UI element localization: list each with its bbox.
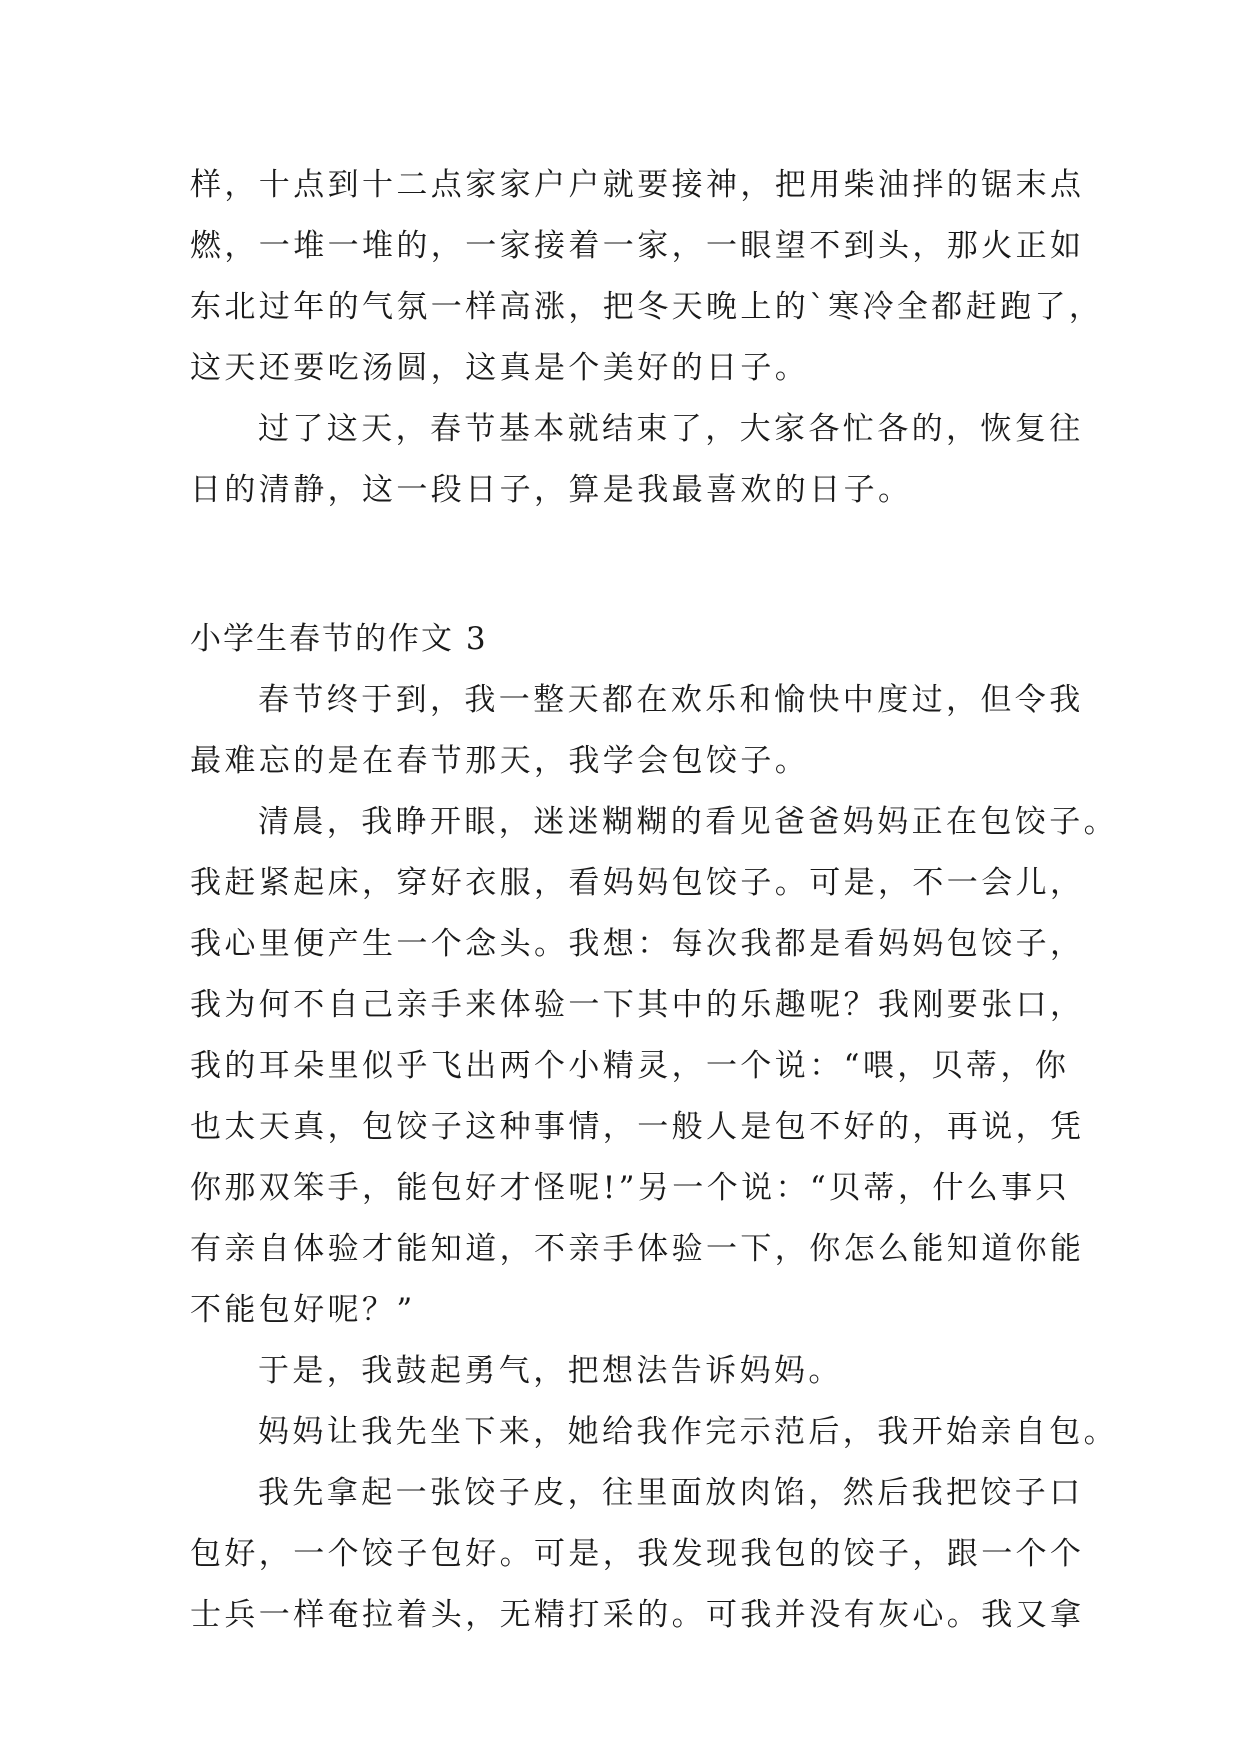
text-line: 包好，一个饺子包好。可是，我发现我包的饺子，跟一个个: [190, 1536, 1085, 1572]
paragraph: [190, 670, 1084, 792]
text-line: 士兵一样奄拉着头，无精打采的。可我并没有灰心。我又拿: [190, 1597, 1085, 1633]
text-line: 也太天真，包饺子这种事情，一般人是包不好的，再说，凭: [190, 1109, 1085, 1145]
text-line: 过了这天，春节基本就结束了，大家各忙各的，恢复往: [258, 411, 1084, 447]
section-spacer: [190, 521, 1060, 609]
section-heading: [190, 609, 1060, 670]
text-line: 于是，我鼓起勇气，把想法告诉妈妈。: [258, 1353, 843, 1389]
text-line: 你那双笨手，能包好才怪呢!”另一个说：“贝蒂，什么事只: [190, 1170, 1070, 1206]
text-line: 燃，一堆一堆的，一家接着一家，一眼望不到头，那火正如: [190, 228, 1085, 264]
paragraph: [190, 1463, 1085, 1646]
text-line: 这天还要吃汤圆，这真是个美好的日子。: [190, 350, 810, 386]
document-body: [190, 155, 1118, 1646]
text-line: 日的清静，这一段日子，算是我最喜欢的日子。: [190, 472, 913, 508]
text-line: 最难忘的是在春节那天，我学会包饺子。: [190, 743, 810, 779]
text-line: 我先拿起一张饺子皮，往里面放肉馅，然后我把饺子口: [258, 1475, 1084, 1511]
section-title: 小学生春节的作文 3: [190, 621, 488, 657]
text-line: 我为何不自己亲手来体验一下其中的乐趣呢？我刚要张口，: [190, 987, 1085, 1023]
text-line: 样，十点到十二点家家户户就要接神，把用柴油拌的锯末点: [190, 167, 1085, 203]
text-line: 东北过年的气氛一样高涨，把冬天晚上的`寒冷全都赶跑了，: [190, 289, 1104, 325]
text-line: 有亲自体验才能知道，不亲手体验一下，你怎么能知道你能: [190, 1231, 1085, 1267]
text-line: 我心里便产生一个念头。我想：每次我都是看妈妈包饺子，: [190, 926, 1085, 962]
text-line: 妈妈让我先坐下来，她给我作完示范后，我开始亲自包。: [258, 1414, 1118, 1450]
paragraph: [190, 399, 1084, 521]
text-line: 我赶紧起床，穿好衣服，看妈妈包饺子。可是，不一会儿，: [190, 865, 1085, 901]
paragraph: [190, 155, 1104, 399]
text-line: 清晨，我睁开眼，迷迷糊糊的看见爸爸妈妈正在包饺子。: [258, 804, 1118, 840]
paragraph: [190, 1402, 1118, 1463]
text-line: 我的耳朵里似乎飞出两个小精灵，一个说：“喂，贝蒂，你: [190, 1048, 1070, 1084]
paragraph: [190, 1341, 1060, 1402]
paragraph: [190, 792, 1118, 1341]
text-line: 春节终于到，我一整天都在欢乐和愉快中度过，但令我: [258, 682, 1084, 718]
text-line: 不能包好呢？”: [190, 1292, 416, 1328]
